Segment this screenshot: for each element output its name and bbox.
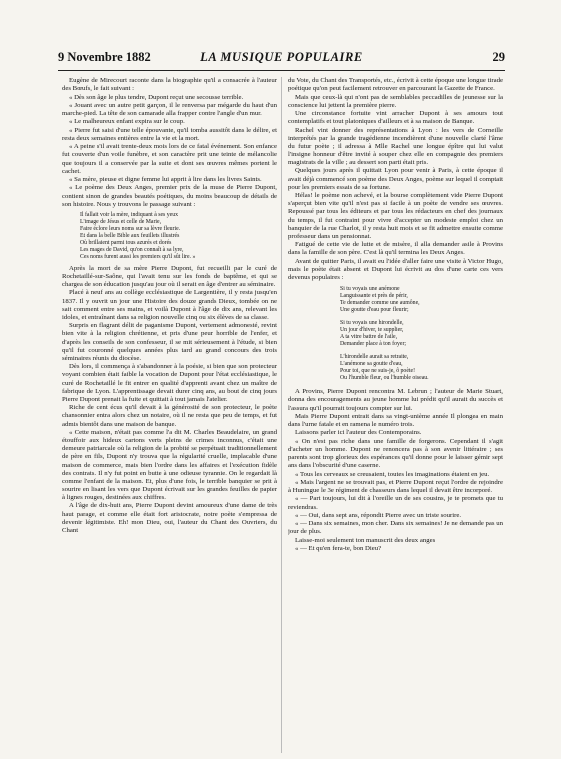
paragraph: Une circonstance fortuite vint arracher Dupont à ses amours tout contemplatifs et tout platoniques d'ailleurs et à sa maison de Banque. <box>288 110 503 126</box>
paragraph: Fatigué de cette vie de lutte et de misère, il alla demander asile à Provins dans la famille de son père. C'est là qu'il termina les Deux Anges. <box>288 241 503 257</box>
paragraph: Hélas! le poème non achevé, et la bourse complètement vide Pierre Dupont s'aperçut bien vite qu'il n'est pas si facile à un poète de vendre ses œuvres. Repoussé par tous les éditeurs et par tous les rédacteurs en chef des journaux du temps, il fut contraint pour vivre d'accepter un modeste emploi chez un banquier de la rue Charlot, il y resta huit mois et se fit admettre ensuite comme professeur dans un pensionnat. <box>288 192 503 240</box>
verse-line: Il fallait voir la mère, indiquant à ses yeux <box>80 211 179 218</box>
paragraph: « Jouant avec un autre petit garçon, il le renversa par mégarde du haut d'un marche-pied. La tête de son camarade alla frapper contre l'angle d'un mur. <box>62 101 277 117</box>
header-rule <box>58 70 505 71</box>
paragraph: Laisse-moi seulement ton manuscrit des deux anges <box>295 536 436 544</box>
verse-line: Ou l'humble fleur, ou l'humble oiseau. <box>340 375 429 382</box>
left-column <box>62 77 277 753</box>
paragraph: Dès lors, il commença à s'abandonner à la poésie, si bien que son protecteur voyant combien était faible la vocation de Dupont pour l'état ecclésiastique, le curé de Rochetaillé le fit entrer en qualité d'apprenti avant chez un maître de fabrique de Lyon. L'apprentissage devait durer cinq ans, au bout de cinq jours Pierre Dupont prenait la fuite et quittait à tout jamais l'atelier. <box>62 363 277 403</box>
verse-line: Te demander comme une aumône, <box>340 300 420 307</box>
page-header <box>58 50 505 66</box>
paragraph: « Pierre fut saisi d'une telle épouvante, qu'il tomba aussitôt dans le délire, et resta deux semaines entières entre la vie et la mort. <box>62 126 277 142</box>
verse-line: Et dans la belle Bible aux feuillets illustrés <box>80 232 180 239</box>
verse-line: Faire éclore leurs noms sur sa lèvre fleurie. <box>80 225 181 232</box>
paragraph: Laissons parler ici l'auteur des Contemporains. <box>295 429 422 437</box>
paragraph: « Tous les cerveaux se creusaient, toutes les imaginations étaient en jeu. <box>295 470 490 478</box>
column-separator <box>281 77 282 753</box>
paragraph: « — Dans six semaines, mon cher. Dans six semaines! Je ne demande pas un jour de plus. <box>288 520 503 536</box>
paragraph: Surpris en flagrant délit de paganisme Dupont, vertement admonesté, revint bien vite à la religion chrétienne, et pris d'une peur horrible de l'enfer, et d'après les conseils de son confesseur, il se mit sérieusement à l'étude, si bien qu'il fut couronné quelques années plus tard au grand concours des trois séminaires réunis du diocèse. <box>62 322 277 362</box>
paragraph: Placé à neuf ans au collège ecclésiastique de Largentière, il y resta jusqu'en 1837. Il y ouvrit un jour une Histoire des douze grands Dieux, tombée on ne sait comment entre ses mains, et voilà Dupont à l'âge de dix ans, relevant les idoles, et entraînant dans sa religion nouvelle cinq ou six élèves de sa classe. <box>62 289 277 321</box>
paragraph: Mais que ceux-là qui n'ont pas de semblables peccadilles de jeunesse sur la conscience lui jettent la première pierre. <box>288 93 503 109</box>
paragraph: « — Oui, dans sept ans, répondit Pierre avec un triste sourire. <box>295 511 462 519</box>
verse-line: Si tu voyais une hirondelle, <box>340 320 404 327</box>
verse-line: Demander place à ton foyer; <box>340 341 406 348</box>
paragraph: « Dès son âge le plus tendre, Dupont reçut une secousse terrible. <box>69 93 244 101</box>
paragraph: « Le malheureux enfant expira sur le coup. <box>69 118 185 126</box>
paragraph: Avant de quitter Paris, il avait eu l'idée d'aller faire une visite à Victor Hugo, mais le poète était absent et Dupont lui écrivit au dos d'une carte ces vers devenus populaires : <box>288 257 503 282</box>
verse-line: Ces noms furent aussi les premiers qu'il sût lire. » <box>80 253 196 260</box>
paragraph: Mais Pierre Dupont entrait dans sa vingt-unième année Il plongea en main dans l'urne fatale et en ramena le numéro trois. <box>288 412 503 429</box>
paragraph: Riche de cent écus qu'il devait à la générosité de son protecteur, le poète chansonnier entra alors chez un notaire, où il ne resta que peu de temps, et fut admis bientôt dans une maison de banque. <box>62 404 277 428</box>
header-title: LA MUSIQUE POPULAIRE <box>200 50 363 64</box>
paragraph: « — Et qu'en fera-te, bon Dieu? <box>295 545 382 553</box>
paragraph: « Mais l'argent ne se trouvait pas, et Pierre Dupont reçut l'ordre de rejoindre à Huningue le 3e régiment de chasseurs dans lequel il devait être incorporé. <box>288 478 503 495</box>
paragraph: Rachel vint donner des représentations à Lyon : les vers de Corneille interprétés par la grande tragédienne incendièrent d'une nouvelle clarté l'âme du futur poète ; il adressa à Mlle Rachel une longue épître qui lui valut l'insigne honneur d'être invité à souper chez elle en compagnie des premiers magistrats de la ville ; au dessert son parti était pris. <box>288 126 503 167</box>
verse-line: Pour toi, que ne suis-je, ô poète! <box>340 368 416 375</box>
paragraph: « — Part toujours, lui dit à l'oreille un de ses cousins, je te promets que tu reviendras. <box>288 495 503 511</box>
header-page-number: 29 <box>492 50 505 64</box>
paragraph: Quelques jours après il quittait Lyon pour venir à Paris, à cette époque il avait déjà commencé son poème des Deux Anges, poème sur lequel il comptait pour les premiers essais de sa fortune. <box>288 167 503 191</box>
poem-excerpt <box>80 212 277 261</box>
verse-line: Une goutte d'eau pour fleurir; <box>340 307 409 314</box>
paragraph: « Cette maison, n'était pas comme l'a dit M. Charles Beaudelaire, un grand étouffoir aux hideux cartons verts pleins de crimes inconnus, c'était une demeure patriarcale où la religion de la probité se perpétuait traditionnellement de père en fils, Dupont n'y trouva que la régularité cruelle, implacable d'une maison de commerce, mais bien l'ordre dans les affaires et l'exécution fidèle des contrats. Il n'y fut point en butte à une odieuse tyrannie. On le regardait là comme l'enfant de la maison. Et, plus d'une fois, le terrible banquier se prit à sourire en lisant les vers que Dupont écrivait sur les grandes feuilles de papier à lignes rouges, destinées aux chiffres. <box>62 428 277 502</box>
right-column <box>288 77 503 753</box>
verse-line: L'anémone sa goutte d'eau, <box>340 361 403 368</box>
verse-line: Où brillaient parmi tous azurés et dorés <box>80 239 172 246</box>
paragraph: Eugène de Mirecourt raconte dans la biographie qu'il a consacrée à l'auteur des Bœufs, le fait suivant : <box>62 77 277 93</box>
verse-line: Si tu voyais une anémone <box>340 286 400 293</box>
poem-stanzas <box>340 286 503 382</box>
verse-line: Languissante et près de périr, <box>340 293 408 300</box>
paragraph: « Sa mère, pieuse et digne femme lui apprit à lire dans les livres Saints. <box>69 176 262 183</box>
verse-line: Un jour d'hiver, te supplier, <box>340 327 404 334</box>
header-date: 9 Novembre 1882 <box>58 50 151 64</box>
paragraph: A Provins, Pierre Dupont rencontra M. Lebrun ; l'auteur de Marie Stuart, donna des encouragements au jeune homme lui prédit qu'il aurait du succès et l'assura qu'il pourrait toujours compter sur lui. <box>288 388 503 412</box>
verse-line: Les mages de David, qu'on connaît à sa lyre, <box>80 246 184 253</box>
paragraph: « A peine s'il avait trente-deux mois lors de ce fatal événement. Son enfance fut couverte d'un voile funèbre, et son caractère prit une teinte de mélancolie que toujours il a conservée par la suite et dont ses œuvres mêmes portent le cachet. <box>62 143 277 175</box>
paragraph: du Vote, du Chant des Transportés, etc., écrivit à cette époque une longue tirade poétique qu'on peut facilement retrouver en parcourant la Gazette de France. <box>288 77 503 93</box>
paragraph: Après la mort de sa mère Pierre Dupont, fut recueilli par le curé de Rochetaillé-sur-Saône, qui l'avait tenu sur les fonds de baptême, et qui se chargea de son éducation jusqu'au jour où il serait en âge d'entrer au séminaire. <box>62 264 277 289</box>
verse-line: L'image de Jésus et celle de Marie, <box>80 218 162 225</box>
verse-line: L'hirondelle aurait sa retraite, <box>340 354 409 361</box>
paragraph: A l'âge de dix-huit ans, Pierre Dupont devint amoureux d'une dame de très haut parage, et comme elle était fort aristocrate, notre poète s'empressa de devenir légitimiste. Eh! mon Dieu, oui, l'auteur du Chant des Ouvriers, du Chant <box>62 502 277 534</box>
paragraph: « Le poème des Deux Anges, premier prix de la muse de Pierre Dupont, contient sinon de grandes beautés poétiques, du moins beaucoup de détails de son histoire. Nous y trouvons le passage suivant : <box>62 184 277 208</box>
verse-line: A ta vitre battre de l'aile, <box>340 334 398 341</box>
paragraph: « On n'est pas riche dans une famille de forgerons. Cependant il s'agit d'acheter un homme. Dupont ne renoncera pas à son avenir littéraire ; ses parents sont trop glorieux des espérances qu'il donne pour le laisser gémir sept ans dans l'obscurité d'une caserne. <box>288 437 503 470</box>
